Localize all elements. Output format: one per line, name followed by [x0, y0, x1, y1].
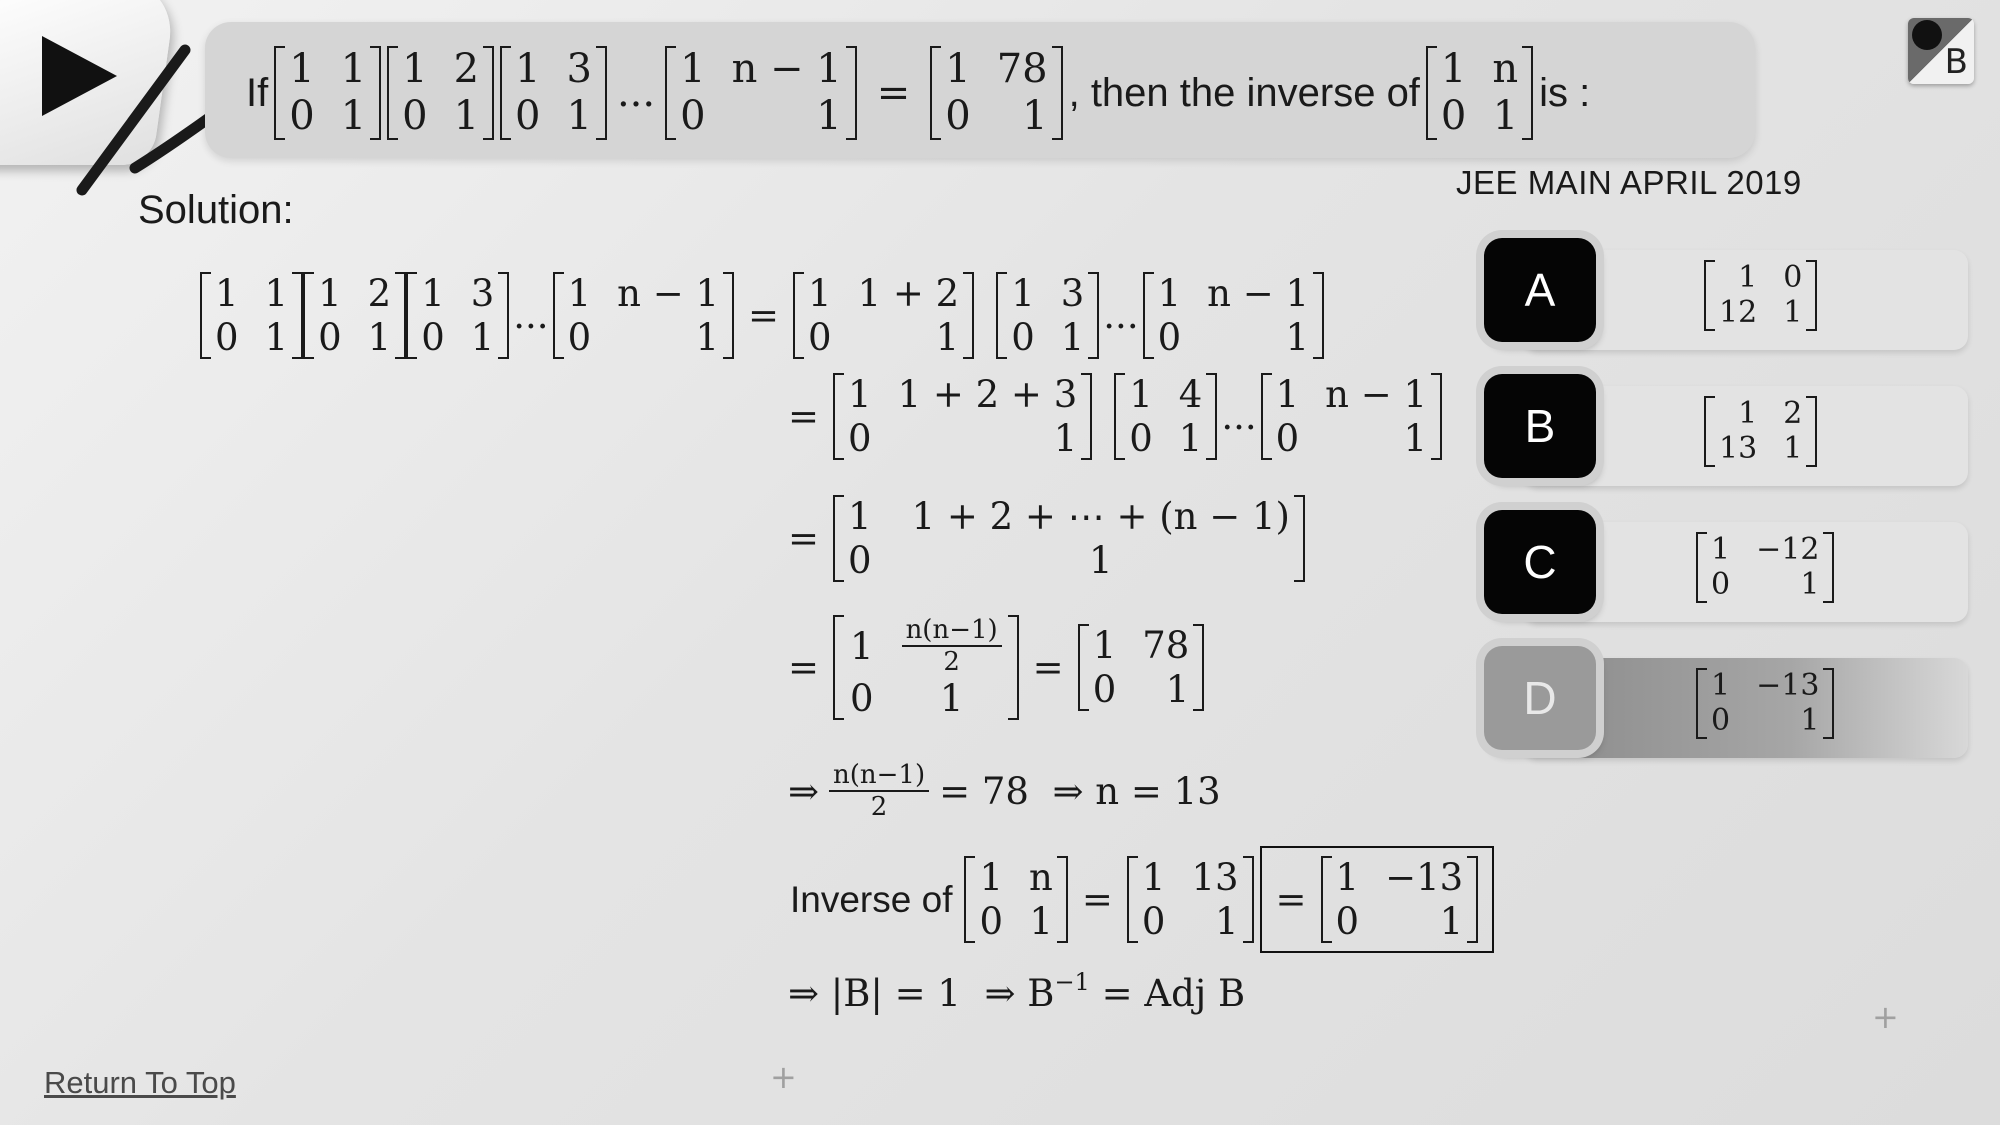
- step5-tail: = 78 ⇒ n = 13: [939, 769, 1221, 813]
- question-matrix-3: 1 3 0 1: [500, 46, 607, 140]
- step1-matrix-2: 1 2 0 1: [303, 272, 406, 359]
- solution-step-2: [788, 373, 1442, 460]
- step6-matrix-n: 1 13 0 1: [1127, 856, 1254, 943]
- answer-box: = 1 −13 0 1: [1260, 846, 1495, 953]
- option-b-matrix: 1 2 13 1: [1704, 396, 1817, 467]
- question-middle-text: , then the inverse of: [1068, 70, 1420, 115]
- solution-step-5: [788, 760, 1221, 822]
- option-b-key[interactable]: B: [1484, 374, 1596, 478]
- step2-equals: =: [788, 395, 820, 439]
- option-a-matrix: 1 0 12 1: [1704, 260, 1817, 331]
- option-a-key[interactable]: A: [1484, 238, 1596, 342]
- question-text: [246, 46, 1590, 140]
- option-d[interactable]: [1484, 646, 1968, 750]
- step2-matrix-c: 1 n − 1 0 1: [1261, 373, 1442, 460]
- step6-matrix-m: 1 n 0 1: [964, 856, 1067, 943]
- step3-matrix: 1 1 + 2 + ⋯ + (n − 1) 0 1: [833, 495, 1305, 582]
- question-suffix: is :: [1539, 70, 1591, 115]
- option-c-key[interactable]: C: [1484, 510, 1596, 614]
- step1-matrix-3: 1 3 0 1: [406, 272, 509, 359]
- step1-ellipsis-2: ...: [1103, 294, 1139, 338]
- step2-matrix-b: 1 4 0 1: [1114, 373, 1217, 460]
- step7-superscript: −1: [1054, 968, 1090, 996]
- question-equals: =: [876, 70, 911, 117]
- option-c[interactable]: [1484, 510, 1968, 614]
- step1-matrix-c: 1 n − 1 0 1: [1143, 272, 1324, 359]
- answer-matrix: 1 −13 0 1: [1321, 856, 1479, 943]
- question-matrix-n: 1 n − 1 0 1: [665, 46, 857, 140]
- step6-label: Inverse of: [790, 878, 953, 920]
- step1-matrix-1: 1 1 0 1: [200, 272, 303, 359]
- return-to-top-link[interactable]: Return To Top: [44, 1065, 236, 1100]
- step7-text: ⇒ |B| = 1 ⇒ B: [788, 972, 1055, 1015]
- step2-ellipsis: ...: [1221, 395, 1257, 439]
- solution-step-4: [788, 615, 1204, 720]
- option-d-key[interactable]: D: [1484, 646, 1596, 750]
- solution-step-3: [788, 495, 1305, 582]
- step1-matrix-a: 1 1 + 2 0 1: [793, 272, 974, 359]
- step1-matrix-n: 1 n − 1 0 1: [553, 272, 734, 359]
- logo-emblem-icon: [1912, 20, 1942, 50]
- question-ellipsis: ...: [616, 70, 656, 117]
- step4-equals: =: [788, 646, 820, 689]
- option-c-matrix: 1 −12 0 1: [1696, 532, 1834, 603]
- step1-matrix-b: 1 3 0 1: [996, 272, 1099, 359]
- step1-equals: =: [748, 294, 780, 338]
- step4-matrix: 1 $\frac{n(n-1)}{2}$ 0 1: [833, 615, 1019, 720]
- step1-ellipsis: ...: [513, 294, 549, 338]
- exam-tag: JEE MAIN APRIL 2019: [1456, 164, 1802, 201]
- step3-equals: =: [788, 517, 820, 561]
- solution-step-6: [790, 846, 1494, 953]
- option-d-matrix: 1 −13 0 1: [1696, 668, 1834, 739]
- step5-arrow: ⇒: [788, 769, 820, 813]
- plus-icon-2: +: [1872, 998, 1899, 1036]
- logo-letter: B: [1944, 42, 1968, 82]
- step5-fraction: $\frac{n(n-1)}{2}$: [829, 760, 929, 822]
- question-matrix-2: 1 2 0 1: [387, 46, 494, 140]
- step2-matrix-a: 1 1 + 2 + 3 0 1: [833, 373, 1092, 460]
- step4-result-matrix: 1 78 0 1: [1078, 624, 1205, 711]
- question-prefix: If: [246, 70, 269, 115]
- question-matrix-1: 1 1 0 1: [274, 46, 381, 140]
- step7-tail: = Adj B: [1089, 972, 1246, 1015]
- plus-icon: +: [770, 1058, 797, 1096]
- brand-logo: [1908, 18, 1974, 84]
- question-result-matrix: 1 78 0 1: [930, 46, 1062, 140]
- solution-step-1: [200, 272, 1324, 359]
- solution-label: Solution:: [138, 188, 294, 232]
- option-a[interactable]: [1484, 238, 1968, 342]
- step6-equals: =: [1081, 878, 1113, 922]
- step4-equals-2: =: [1032, 646, 1064, 689]
- option-b[interactable]: [1484, 374, 1968, 478]
- question-target-matrix: 1 n 0 1: [1426, 46, 1533, 140]
- solution-step-7: [788, 968, 1246, 1015]
